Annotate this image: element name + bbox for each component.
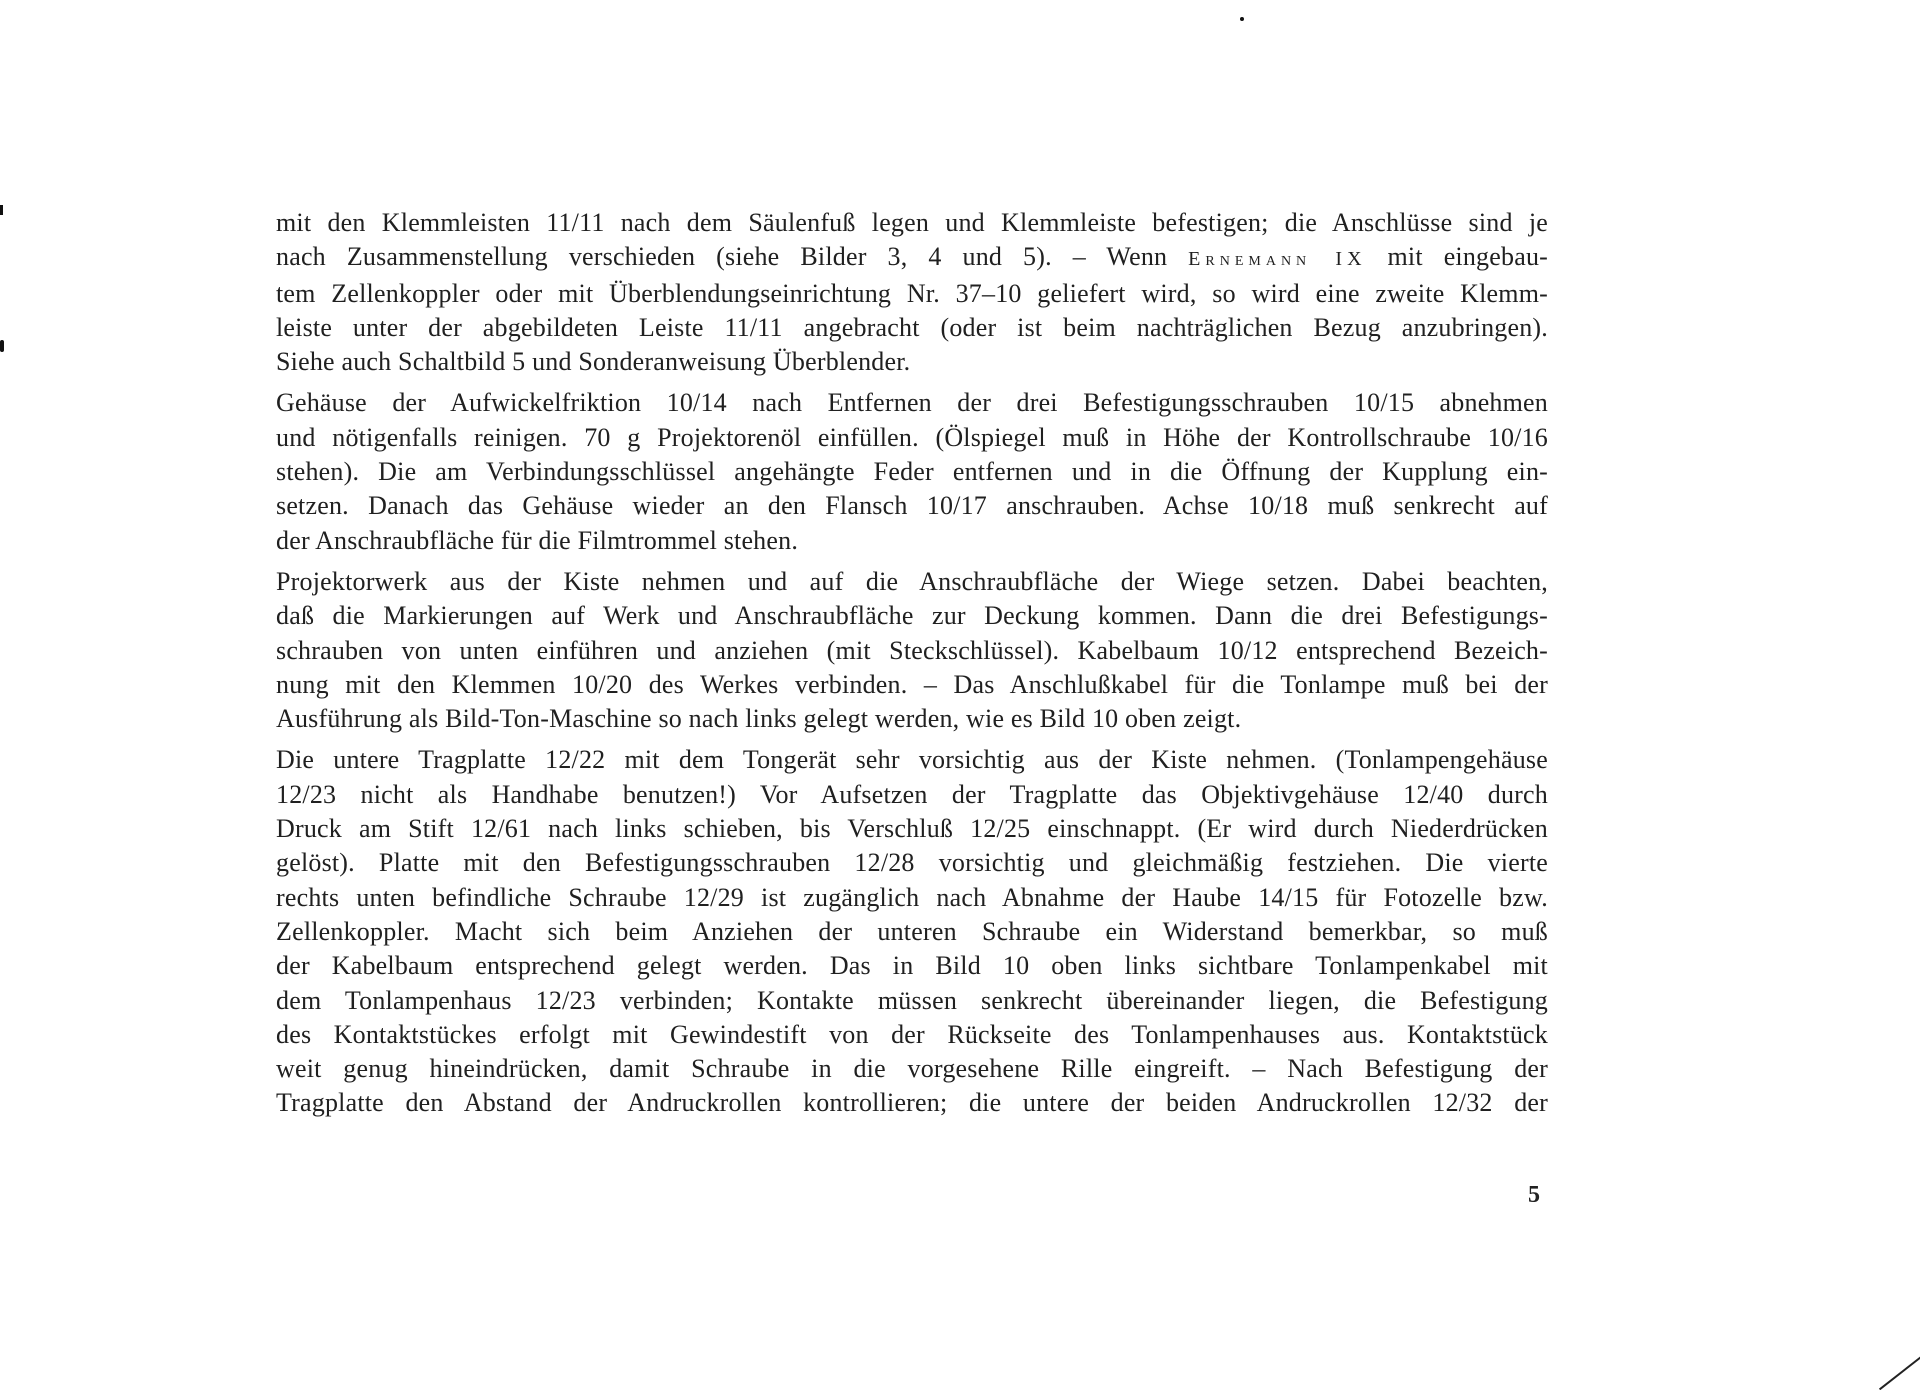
text-line: Die untere Tragplatte 12/22 mit dem Tongerät sehr vorsichtig aus der Kiste nehmen. (Tonlampengehäuse [276, 745, 1548, 775]
text-line: schrauben von unten einführen und anziehen (mit Steckschlüssel). Kabelbaum 10/12 entsprechend Bezeich- [276, 635, 1548, 665]
text-line: Druck am Stift 12/61 nach links schieben, bis Verschluß 12/25 einschnappt. (Er wird durch Niederdrücken [276, 814, 1548, 844]
text-line: der Anschraubfläche für die Filmtrommel stehen. [276, 525, 799, 555]
text-line: Zellenkoppler. Macht sich beim Anziehen der unteren Schraube ein Widerstand bemerkbar, so muß [276, 916, 1548, 946]
text-line: mit den Klemmleisten 11/11 nach dem Säulenfuß legen und Klemmleiste befestigen; die Anschlüsse sind je [276, 208, 1548, 237]
text-line: Tragplatte den Abstand der Andruckrollen kontrollieren; die untere der beiden Andruckrollen 12/32 der [276, 1088, 1548, 1118]
text-line: dem Tonlampenhaus 12/23 verbinden; Kontakte müssen senkrecht übereinander liegen, die Befestigung [276, 985, 1548, 1015]
text-line: der Kabelbaum entsprechend gelegt werden. Das in Bild 10 oben links sichtbare Tonlampenkabel mit [276, 951, 1548, 981]
text-line: daß die Markierungen auf Werk und Anschraubfläche zur Deckung kommen. Dann die drei Befestigungs- [276, 601, 1548, 631]
text-line: des Kontaktstückes erfolgt mit Gewindestift von der Rückseite des Tonlampenhauses aus. Kontaktstück [276, 1019, 1548, 1049]
paragraph-2 [276, 386, 1548, 557]
text-line: Projektorwerk aus der Kiste nehmen und auf die Anschraubfläche der Wiege setzen. Dabei beachten, [276, 566, 1548, 596]
text-line: 12/23 nicht als Handhabe benutzen!) Vor Aufsetzen der Tragplatte das Objektivgehäuse 12/40 durch [276, 779, 1548, 809]
brand-name: Ernemann IX [1188, 248, 1367, 271]
text-line-segment: nach Zusammenstellung verschieden (siehe Bilder 3, 4 und 5). – Wenn [276, 242, 1189, 272]
scan-corner-line [1879, 1349, 1920, 1390]
paragraph-1 [276, 206, 1548, 379]
text-line: leiste unter der abgebildeten Leiste 11/11 angebracht (oder ist beim nachträglichen Bezug anzubringen). [276, 312, 1548, 342]
text-line: setzen. Danach das Gehäuse wieder an den Flansch 10/17 anschrauben. Achse 10/18 muß senkrecht auf [276, 491, 1548, 521]
text-line [276, 240, 1548, 276]
text-line: und nötigenfalls reinigen. 70 g Projektorenöl einfüllen. (Ölspiegel muß in Höhe der Kontrollschraube 10/16 [276, 422, 1548, 452]
text-line-segment: mit eingebau- [1366, 242, 1548, 272]
text-line: Ausführung als Bild-Ton-Maschine so nach links gelegt werden, wie es Bild 10 oben zeigt. [276, 704, 1242, 734]
scan-speck [1240, 17, 1244, 21]
text-line: nung mit den Klemmen 10/20 des Werkes verbinden. – Das Anschlußkabel für die Tonlampe muß bei der [276, 669, 1548, 699]
scan-edge-mark [0, 205, 3, 215]
text-line: gelöst). Platte mit den Befestigungsschrauben 12/28 vorsichtig und gleichmäßig festziehen. Die vierte [276, 848, 1548, 878]
paragraph-3 [276, 565, 1548, 736]
scan-edge-mark [0, 340, 4, 352]
text-line: Siehe auch Schaltbild 5 und Sonderanweisung Überblender. [276, 347, 911, 377]
text-line: Gehäuse der Aufwickelfriktion 10/14 nach Entfernen der drei Befestigungsschrauben 10/15 abnehmen [276, 388, 1548, 418]
text-line: weit genug hineindrücken, damit Schraube in die vorgesehene Rille eingreift. – Nach Befestigung der [276, 1054, 1548, 1084]
text-line: stehen). Die am Verbindungsschlüssel angehängte Feder entfernen und in die Öffnung der Kupplung ein- [276, 457, 1548, 487]
paragraph-4 [276, 743, 1548, 1120]
text-line: tem Zellenkoppler oder mit Überblendungseinrichtung Nr. 37–10 geliefert wird, so wird eine zweite Klemm- [276, 278, 1548, 308]
page-number: 5 [1528, 1182, 1540, 1208]
body-text [276, 206, 1548, 1128]
text-line: rechts unten befindliche Schraube 12/29 ist zugänglich nach Abnahme der Haube 14/15 für Fotozelle bzw. [276, 882, 1548, 912]
